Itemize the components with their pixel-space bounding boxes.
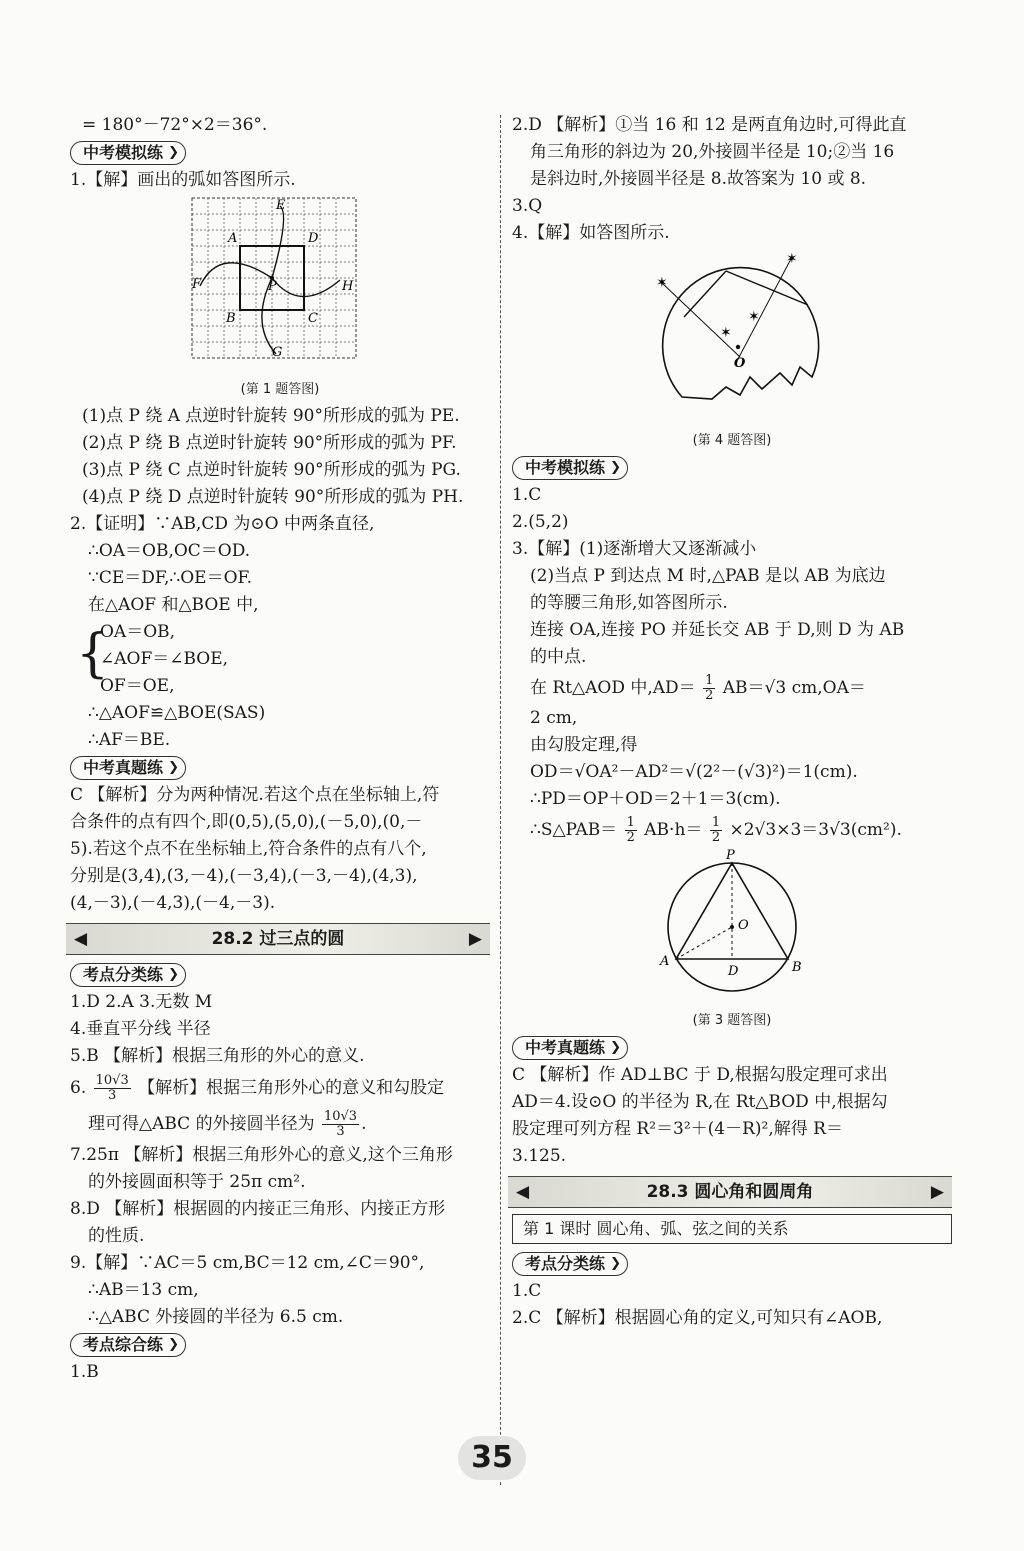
label-E: E (276, 198, 286, 213)
text-line: = 180°－72°×2＝36°. (82, 115, 268, 135)
rt-line (512, 671, 952, 705)
section-tag-real: 中考真题练 ❯ (512, 1036, 628, 1060)
left-arrow-icon: ◀ (74, 929, 88, 949)
section-header-28-2 (66, 923, 490, 955)
end-line: 1.C (512, 1281, 542, 1301)
r-line: 是斜边时,外接圆半径是 8.故答案为 10 或 8. (530, 169, 867, 189)
zk-line: 分别是(3,4),(3,－4),(－3,4),(－3,－4),(4,3), (70, 866, 418, 886)
zk-line: C 【解析】分为两种情况.若这个点在坐标轴上,符 (70, 785, 440, 805)
label-O: O (738, 918, 749, 933)
label-A: A (660, 954, 670, 969)
mn-line: 的等腰三角形,如答图所示. (530, 593, 728, 613)
label-B: B (792, 960, 802, 975)
kd-line: 4.垂直平分线 半径 (70, 1019, 211, 1039)
page-number: 35 (458, 1436, 526, 1480)
zt-line: 3.125. (512, 1146, 567, 1166)
q2-line: ∴AF＝BE. (88, 730, 171, 750)
mn-line: (2)当点 P 到达点 M 时,△PAB 是以 AB 为底边 (530, 566, 886, 586)
r-line: 4.【解】如答图所示. (512, 223, 670, 243)
frac-num: 1 (711, 815, 721, 830)
label-H: H (342, 279, 354, 294)
right-arrow-icon: ▶ (468, 929, 482, 949)
q6-text-2: 理可得△ABC 的外接圆半径为 (88, 1114, 315, 1134)
right-arrow-icon: ▶ (930, 1182, 944, 1202)
label-D: D (308, 231, 319, 246)
section-tag-mock: 中考模拟练 ❯ (70, 141, 186, 165)
zt-line: AD＝4.设⊙O 的半径为 R,在 Rt△BOD 中,根据勾 (512, 1092, 888, 1112)
fraction (94, 1074, 131, 1103)
frac-num: 10√3 (323, 1109, 358, 1124)
label-C: C (308, 311, 318, 326)
q2-line: ∴OA＝OB,OC＝OD. (88, 541, 251, 561)
mn-line: 1.C (512, 485, 542, 505)
grid-arc-diagram (180, 194, 380, 366)
left-arrow-icon: ◀ (516, 1182, 530, 1202)
right-column (512, 112, 952, 1332)
system-line: OA＝OB, (100, 622, 176, 642)
mn-line: 的中点. (530, 647, 587, 667)
inscribed-triangle-diagram (642, 847, 822, 997)
zk-line: (4,－3),(－4,3),(－4,－3). (70, 893, 276, 913)
section-header-28-3 (508, 1176, 952, 1208)
q8-line: 的性质. (88, 1226, 145, 1246)
area-suffix: ×2√3×3＝3√3(cm²). (729, 820, 902, 840)
label-D: D (728, 964, 739, 979)
fraction (703, 674, 715, 703)
figure-1-caption: (第 1 题答图) (240, 382, 320, 397)
r-line: 3.Q (512, 196, 543, 216)
section-tag-classify: 考点分类练 ❯ (70, 963, 186, 987)
svg-text:✶: ✶ (786, 251, 798, 267)
area-prefix: ∴S△PAB＝ (530, 820, 618, 840)
mn-line: 2.(5,2) (512, 512, 569, 532)
figure-4 (512, 247, 952, 454)
svg-text:✶: ✶ (656, 275, 668, 291)
frac-den: 2 (626, 830, 635, 845)
mn-line: 2 cm, (530, 708, 578, 728)
q1-line: (4)点 P 绕 D 点逆时针旋转 90°所形成的弧为 PH. (82, 487, 464, 507)
section-tag-mock: 中考模拟练 ❯ (512, 456, 628, 480)
mn-line: ∴PD＝OP＋OD＝2＋1＝3(cm). (530, 789, 781, 809)
q2-line: 2.【证明】∵AB,CD 为⊙O 中两条直径, (70, 514, 375, 534)
q1-line: (3)点 P 绕 C 点逆时针旋转 90°所形成的弧为 PG. (82, 460, 461, 480)
figure-3 (512, 847, 952, 1034)
q9-line: 9.【解】∵AC＝5 cm,BC＝12 cm,∠C＝90°, (70, 1253, 425, 1273)
subsection-header: 第 1 课时 圆心角、弧、弦之间的关系 (512, 1214, 952, 1244)
circle-construction-diagram (622, 247, 842, 417)
label-B: B (226, 311, 236, 326)
q2-line: 在△AOF 和△BOE 中, (88, 595, 259, 615)
fraction (322, 1110, 359, 1139)
left-column (70, 112, 490, 1386)
svg-text:✶: ✶ (748, 309, 760, 325)
q2-line: ∵CE＝DF,∴OE＝OF. (88, 568, 253, 588)
figure-1 (70, 194, 490, 403)
r-line: 角三角形的斜边为 20,外接圆半径是 10;②当 16 (530, 142, 895, 162)
q7-line: 的外接圆面积等于 25π cm². (88, 1172, 306, 1192)
q6-number: 6. (70, 1078, 87, 1098)
area-mid: AB·h＝ (644, 820, 703, 840)
q1-head: 1.【解】画出的弧如答图所示. (70, 170, 296, 190)
rt-prefix: 在 Rt△AOD 中,AD＝ (530, 678, 696, 698)
q8-line: 8.D 【解析】根据圆的内接正三角形、内接正方形 (70, 1199, 446, 1219)
label-F: F (192, 277, 202, 292)
q7-line: 7.25π 【解析】根据三角形外心的意义,这个三角形 (70, 1145, 453, 1165)
mn-line: OD＝√OA²－AD²＝√(2²－(√3)²)＝1(cm). (530, 762, 858, 782)
frac-num: 10√3 (95, 1073, 129, 1088)
figure-3-caption: (第 3 题答图) (692, 1013, 772, 1028)
frac-num: 1 (626, 815, 635, 830)
frac-den: 3 (336, 1124, 345, 1139)
section-tag-classify: 考点分类练 ❯ (512, 1252, 628, 1276)
frac-num: 1 (705, 673, 714, 688)
kd-line: 1.D 2.A 3.无数 M (70, 992, 213, 1012)
section-title: 28.3 圆心角和圆周角 (646, 1182, 814, 1202)
mn-line: 由勾股定理,得 (530, 735, 638, 755)
label-G: G (272, 345, 283, 360)
kd-line: 5.B 【解析】根据三角形的外心的意义. (70, 1046, 365, 1066)
label-O: O (734, 356, 746, 371)
q6-line-2: 理可得△ABC 的外接圆半径为 $\frac{10√3}{3}$ . (88, 1109, 367, 1139)
fraction (710, 816, 722, 845)
zt-line: C 【解析】作 AD⊥BC 于 D,根据勾股定理可求出 (512, 1065, 888, 1085)
svg-text:✶: ✶ (720, 325, 732, 341)
section-tag-real: 中考真题练 ❯ (70, 756, 186, 780)
section-title: 28.2 过三点的圆 (211, 929, 345, 949)
area-line (512, 813, 952, 847)
figure-4-caption: (第 4 题答图) (692, 433, 772, 448)
end-line: 2.C 【解析】根据圆心角的定义,可知只有∠AOB, (512, 1308, 883, 1328)
mn-line: 连接 OA,连接 PO 并延长交 AB 于 D,则 D 为 AB (530, 620, 905, 640)
label-P: P (726, 848, 735, 863)
q1-line: (2)点 P 绕 B 点逆时针旋转 90°所形成的弧为 PF. (82, 433, 457, 453)
mn-line: 3.【解】(1)逐渐增大又逐渐减小 (512, 539, 757, 559)
q2-line: ∴△AOF≌△BOE(SAS) (88, 703, 266, 723)
equation-system (70, 619, 490, 700)
q9-line: ∴△ABC 外接圆的半径为 6.5 cm. (88, 1307, 344, 1327)
zt-line: 股定理可列方程 R²＝3²＋(4－R)²,解得 R＝ (512, 1119, 843, 1139)
q1-line: (1)点 P 绕 A 点逆时针旋转 90°所形成的弧为 PE. (82, 406, 460, 426)
q6-line (70, 1070, 490, 1106)
last-line: 1.B (70, 1362, 99, 1382)
zk-line: 合条件的点有四个,即(0,5),(5,0),(－5,0),(0,－ (70, 812, 423, 832)
q6-text: 【解析】根据三角形外心的意义和勾股定 (138, 1078, 445, 1098)
r-line: 2.D 【解析】①当 16 和 12 是两直角边时,可得此直 (512, 115, 907, 135)
column-divider (500, 115, 501, 1485)
frac-den: 2 (705, 688, 714, 703)
brace-symbol: { (76, 624, 110, 684)
fraction (625, 816, 637, 845)
label-A: A (228, 231, 238, 246)
label-P: P (268, 279, 277, 294)
zk-line: 5).若这个点不在坐标轴上,符合条件的点有八个, (70, 839, 427, 859)
frac-den: 2 (711, 830, 721, 845)
system-line: ∠AOF＝∠BOE, (100, 649, 229, 669)
rt-suffix: AB＝√3 cm,OA＝ (722, 678, 866, 698)
frac-den: 3 (108, 1088, 117, 1103)
q9-line: ∴AB＝13 cm, (88, 1280, 199, 1300)
section-tag-composite: 考点综合练 ❯ (70, 1333, 186, 1357)
system-line: OF＝OE, (100, 676, 175, 696)
